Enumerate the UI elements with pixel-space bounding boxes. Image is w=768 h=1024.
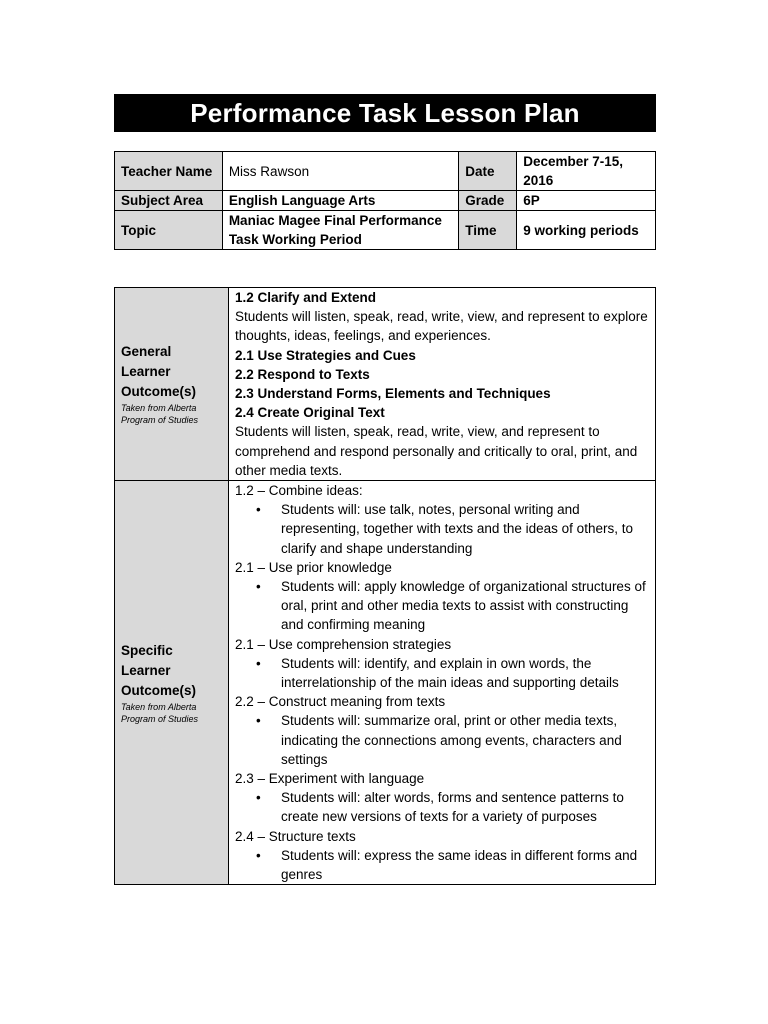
slo-row	[115, 481, 656, 885]
subject-area-value: English Language Arts	[222, 191, 458, 211]
slo-bullet-list	[235, 577, 649, 635]
topic-value: Maniac Magee Final Performance Task Working Period	[222, 211, 458, 250]
glo-paragraph: Students will listen, speak, read, write, view, and represent to explore thoughts, ideas, feelings, and experiences.	[235, 309, 648, 344]
subject-area-label: Subject Area	[115, 191, 223, 211]
info-row-subject	[115, 191, 656, 211]
slo-bullet-list	[235, 500, 649, 558]
glo-sublabel: Taken from Alberta Program of Studies	[121, 403, 199, 426]
glo-heading: 2.3 Understand Forms, Elements and Techniques	[235, 386, 551, 402]
bullet-icon: •	[256, 655, 261, 671]
slo-heading: 1.2 – Combine ideas:	[235, 483, 363, 499]
slo-heading: 2.1 – Use comprehension strategies	[235, 636, 452, 652]
slo-heading: 2.3 – Experiment with language	[235, 771, 425, 787]
teacher-name-label: Teacher Name	[115, 152, 223, 191]
bullet-icon: •	[256, 713, 261, 729]
glo-label-cell	[115, 288, 229, 481]
slo-heading: 2.1 – Use prior knowledge	[235, 559, 392, 575]
list-item	[256, 577, 649, 635]
time-label: Time	[459, 211, 517, 250]
info-row-teacher	[115, 152, 656, 191]
slo-content	[229, 481, 656, 885]
list-item	[256, 846, 649, 884]
list-item-text: Students will: identify, and explain in own words, the interrelationship of the main ideas and supporting details	[281, 655, 619, 691]
glo-heading: 1.2 Clarify and Extend	[235, 290, 377, 305]
outcomes-table	[114, 287, 656, 885]
slo-heading: 2.2 – Construct meaning from texts	[235, 694, 446, 710]
slo-label: Specific Learner Outcome(s)	[121, 642, 197, 698]
list-item	[256, 788, 649, 826]
bullet-icon: •	[256, 790, 261, 806]
page-title: Performance Task Lesson Plan	[114, 94, 656, 132]
list-item-text: Students will: use talk, notes, personal writing and representing, together with texts and the ideas of others, to clarify and shape understanding	[281, 502, 633, 556]
info-row-topic	[115, 211, 656, 250]
glo-heading: 2.1 Use Strategies and Cues	[235, 347, 416, 363]
glo-heading: 2.4 Create Original Text	[235, 405, 385, 421]
slo-heading: 2.4 – Structure texts	[235, 828, 356, 844]
time-value: 9 working periods	[517, 211, 656, 250]
bullet-icon: •	[256, 847, 261, 863]
slo-bullet-list	[235, 846, 649, 884]
date-value: December 7-15, 2016	[517, 152, 656, 191]
list-item	[256, 654, 649, 692]
list-item-text: Students will: apply knowledge of organizational structures of oral, print and other media texts to assist with constructing and confirming meaning	[281, 579, 646, 633]
slo-sublabel: Taken from Alberta Program of Studies	[121, 701, 199, 724]
info-table	[114, 151, 656, 250]
list-item	[256, 711, 649, 769]
date-label: Date	[459, 152, 517, 191]
slo-bullet-list	[235, 654, 649, 692]
grade-value: 6P	[517, 191, 656, 211]
bullet-icon: •	[256, 502, 261, 518]
glo-paragraph: Students will listen, speak, read, write, view, and represent to comprehend and respond personally and critically to oral, print, and other media texts.	[235, 424, 638, 478]
list-item-text: Students will: express the same ideas in different forms and genres	[281, 847, 638, 883]
list-item-text: Students will: summarize oral, print or other media texts, indicating the connections among events, characters and settings	[281, 713, 622, 767]
teacher-name-value: Miss Rawson	[222, 152, 458, 191]
glo-heading: 2.2 Respond to Texts	[235, 366, 370, 382]
bullet-icon: •	[256, 579, 261, 595]
topic-label: Topic	[115, 211, 223, 250]
glo-content	[229, 288, 656, 481]
list-item	[256, 500, 649, 558]
grade-label: Grade	[459, 191, 517, 211]
slo-bullet-list	[235, 788, 649, 826]
slo-bullet-list	[235, 711, 649, 769]
list-item-text: Students will: alter words, forms and sentence patterns to create new versions of texts for a variety of purposes	[281, 790, 624, 825]
slo-label-cell	[115, 481, 229, 885]
glo-label: General Learner Outcome(s)	[121, 344, 197, 400]
glo-row	[115, 288, 656, 481]
